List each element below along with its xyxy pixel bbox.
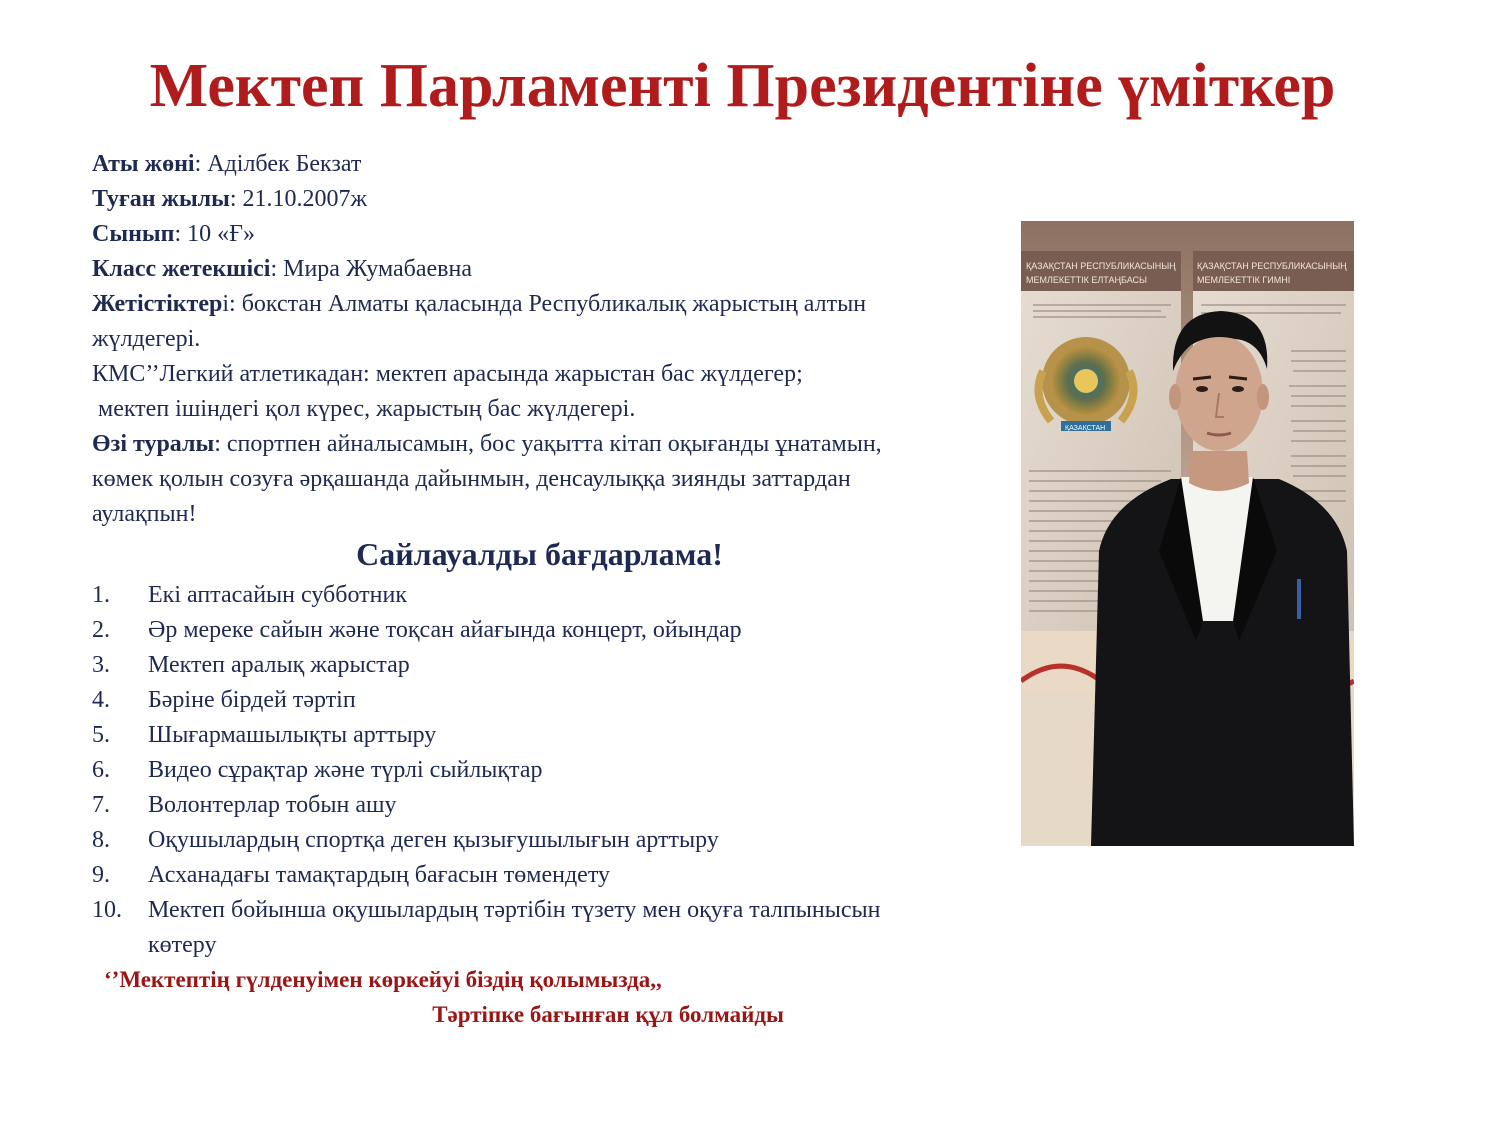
candidate-photo xyxy=(1021,221,1354,846)
about-label: Өзі туралы xyxy=(92,431,215,457)
motto-line-2: Тәртіпке бағынған құл болмайды xyxy=(432,1002,784,1027)
program-item-number: 5. xyxy=(92,722,110,748)
photo-image xyxy=(1021,221,1354,846)
program-item-number: 2. xyxy=(92,617,110,643)
name-label: Аты жөні xyxy=(92,151,195,177)
program-item xyxy=(92,683,912,718)
program-item-text: Бәріне бірдей тәртіп xyxy=(148,687,356,713)
program-item xyxy=(92,718,912,753)
program-item xyxy=(92,753,912,788)
page-title: Мектеп Парламенті Президентіне үміткер xyxy=(149,52,1336,120)
program-item-number: 4. xyxy=(92,687,110,713)
achievements-line-2: КМС’’Легкий атлетикадан: мектеп арасында жарыстан бас жүлдегер; xyxy=(92,361,803,387)
program-item-text: Мектеп бойынша оқушылардың тәртібін түзету мен оқуға талпынысын көтеру xyxy=(148,897,881,958)
motto-line-1: ‘’Мектептің гүлденуімен көркейуі біздің қолымызда,, xyxy=(104,967,662,992)
program-item xyxy=(92,788,912,823)
class-line xyxy=(92,217,992,252)
program-title: Сайлауалды бағдарлама! xyxy=(356,536,723,572)
program-item xyxy=(92,648,912,683)
sign-right-line-2: МЕМЛЕКЕТТІК ГИМНІ xyxy=(1197,275,1291,285)
program-item xyxy=(92,858,912,893)
achievements-label: Жетістіктер xyxy=(92,291,223,317)
program-item-number: 9. xyxy=(92,862,110,888)
program-item-number: 10. xyxy=(92,897,122,923)
program-item-number: 1. xyxy=(92,582,110,608)
program-item xyxy=(92,823,912,858)
teacher-label: Класс жетекшісі xyxy=(92,256,271,282)
name-line xyxy=(92,147,992,182)
about-value: : спортпен айналысамын, бос уақытта кітап оқығанды ұнатамын, көмек қолын созуға әрқашанда дайынмын, денсаулыққа зиянды заттардан аулақпын! xyxy=(92,431,882,527)
program-item xyxy=(92,893,912,963)
program-item xyxy=(92,613,912,648)
achievements-line-3: мектеп ішіндегі қол күрес, жарыстың бас жүлдегері. xyxy=(98,396,636,422)
program-item-text: Видео сұрақтар және түрлі сыйлықтар xyxy=(148,757,543,783)
name-value: : Аділбек Бекзат xyxy=(194,151,362,177)
program-item-text: Әр мереке сайын және тоқсан айағында концерт, ойындар xyxy=(148,617,742,643)
emblem-label: ҚАЗАҚСТАН xyxy=(1065,425,1106,432)
achievements-value: і: бокстан Алматы қаласында Республикалық жарыстың алтын жүлдегері. xyxy=(92,291,867,352)
teacher-value: : Мира Жумабаевна xyxy=(270,256,472,282)
program-item-text: Асханадағы тамақтардың бағасын төмендету xyxy=(148,862,610,888)
program-item-text: Шығармашылықты арттыру xyxy=(148,722,437,748)
class-label: Сынып xyxy=(92,221,175,247)
program-item-number: 8. xyxy=(92,827,110,853)
sign-left-line-2: МЕМЛЕКЕТТІК ЕЛТАҢБАСЫ xyxy=(1026,275,1147,285)
program-item-number: 3. xyxy=(92,652,110,678)
program-item-number: 6. xyxy=(92,757,110,783)
program-item-number: 7. xyxy=(92,792,110,818)
birth-line xyxy=(92,182,992,217)
birth-value: : 21.10.2007ж xyxy=(229,186,368,212)
program-item xyxy=(92,578,912,613)
birth-label: Туған жылы xyxy=(92,186,230,212)
sign-right-line-1: ҚАЗАҚСТАН РЕСПУБЛИКАСЫНЫҢ xyxy=(1197,261,1347,271)
teacher-line xyxy=(92,252,992,287)
class-value: : 10 «Ғ» xyxy=(174,221,256,247)
program-item-text: Мектеп аралық жарыстар xyxy=(148,652,410,678)
candidate-info xyxy=(92,147,992,532)
sign-left-line-1: ҚАЗАҚСТАН РЕСПУБЛИКАСЫНЫҢ xyxy=(1026,261,1176,271)
program-item-text: Волонтерлар тобын ашу xyxy=(148,792,397,818)
about-line xyxy=(92,427,942,532)
program-item-text: Оқушылардың спортқа деген қызығушылығын арттыру xyxy=(148,827,719,853)
motto xyxy=(92,962,852,1032)
program-item-text: Екі аптасайын субботник xyxy=(148,582,407,608)
achievements-line xyxy=(92,287,962,357)
program-list xyxy=(92,578,912,963)
